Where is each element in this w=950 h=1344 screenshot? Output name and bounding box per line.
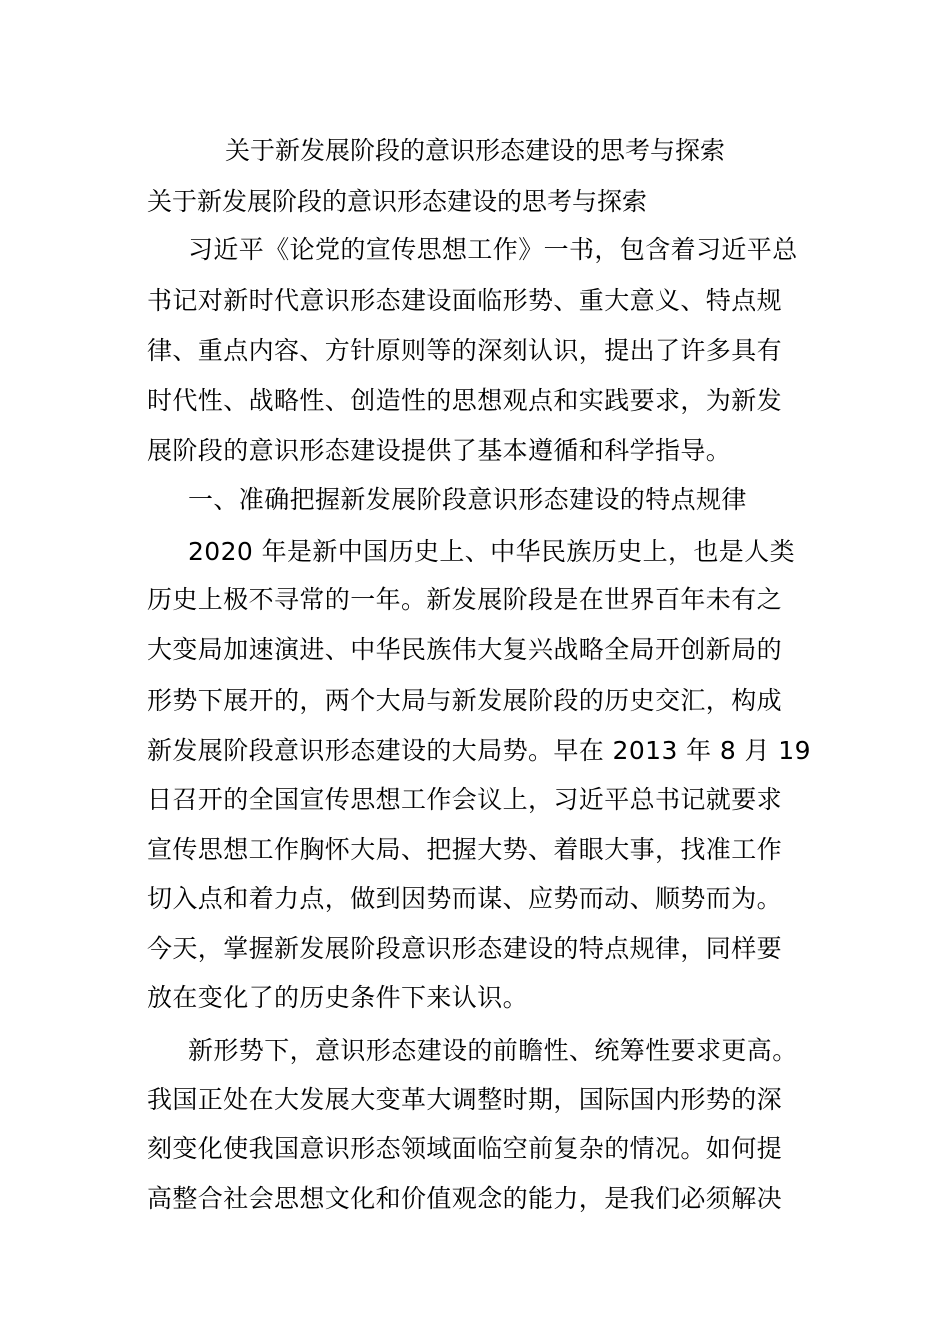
paragraph-line: 律、重点内容、方针原则等的深刻认识，提出了许多具有 (147, 336, 783, 365)
paragraph-line: 宣传思想工作胸怀大局、把握大势、着眼大事，找准工作 (147, 835, 783, 864)
paragraph-line: 我国正处在大发展大变革大调整时期，国际国内形势的深 (147, 1085, 783, 1114)
paragraph-line: 新发展阶段意识形态建设的大局势。早在 2013 年 8 月 19 (147, 736, 811, 765)
paragraph-line: 习近平《论党的宣传思想工作》一书，包含着习近平总 (188, 235, 798, 264)
paragraph-line: 形势下展开的，两个大局与新发展阶段的历史交汇，构成 (147, 686, 783, 715)
paragraph-line: 时代性、战略性、创造性的思想观点和实践要求，为新发 (147, 386, 783, 415)
document-title: 关于新发展阶段的意识形态建设的思考与探索 (224, 136, 725, 165)
document-subtitle: 关于新发展阶段的意识形态建设的思考与探索 (147, 187, 648, 216)
paragraph-line: 切入点和着力点，做到因势而谋、应势而动、顺势而为。 (147, 884, 783, 913)
paragraph-line: 日召开的全国宣传思想工作会议上，习近平总书记就要求 (147, 785, 783, 814)
paragraph-line: 放在变化了的历史条件下来认识。 (147, 983, 529, 1012)
paragraph-line: 高整合社会思想文化和价值观念的能力，是我们必须解决 (147, 1184, 783, 1213)
paragraph-line: 新形势下，意识形态建设的前瞻性、统筹性要求更高。 (188, 1036, 798, 1065)
paragraph-line: 书记对新时代意识形态建设面临形势、重大意义、特点规 (147, 286, 783, 315)
section-heading: 一、准确把握新发展阶段意识形态建设的特点规律 (188, 485, 747, 514)
paragraph-line: 刻变化使我国意识形态领域面临空前复杂的情况。如何提 (147, 1134, 783, 1163)
paragraph-line: 历史上极不寻常的一年。新发展阶段是在世界百年未有之 (147, 585, 783, 614)
paragraph-line: 大变局加速演进、中华民族伟大复兴战略全局开创新局的 (147, 635, 783, 664)
paragraph-line: 今天，掌握新发展阶段意识形态建设的特点规律，同样要 (147, 934, 783, 963)
paragraph-line: 展阶段的意识形态建设提供了基本遵循和科学指导。 (147, 436, 732, 465)
paragraph-line: 2020 年是新中国历史上、中华民族历史上，也是人类 (188, 537, 795, 566)
